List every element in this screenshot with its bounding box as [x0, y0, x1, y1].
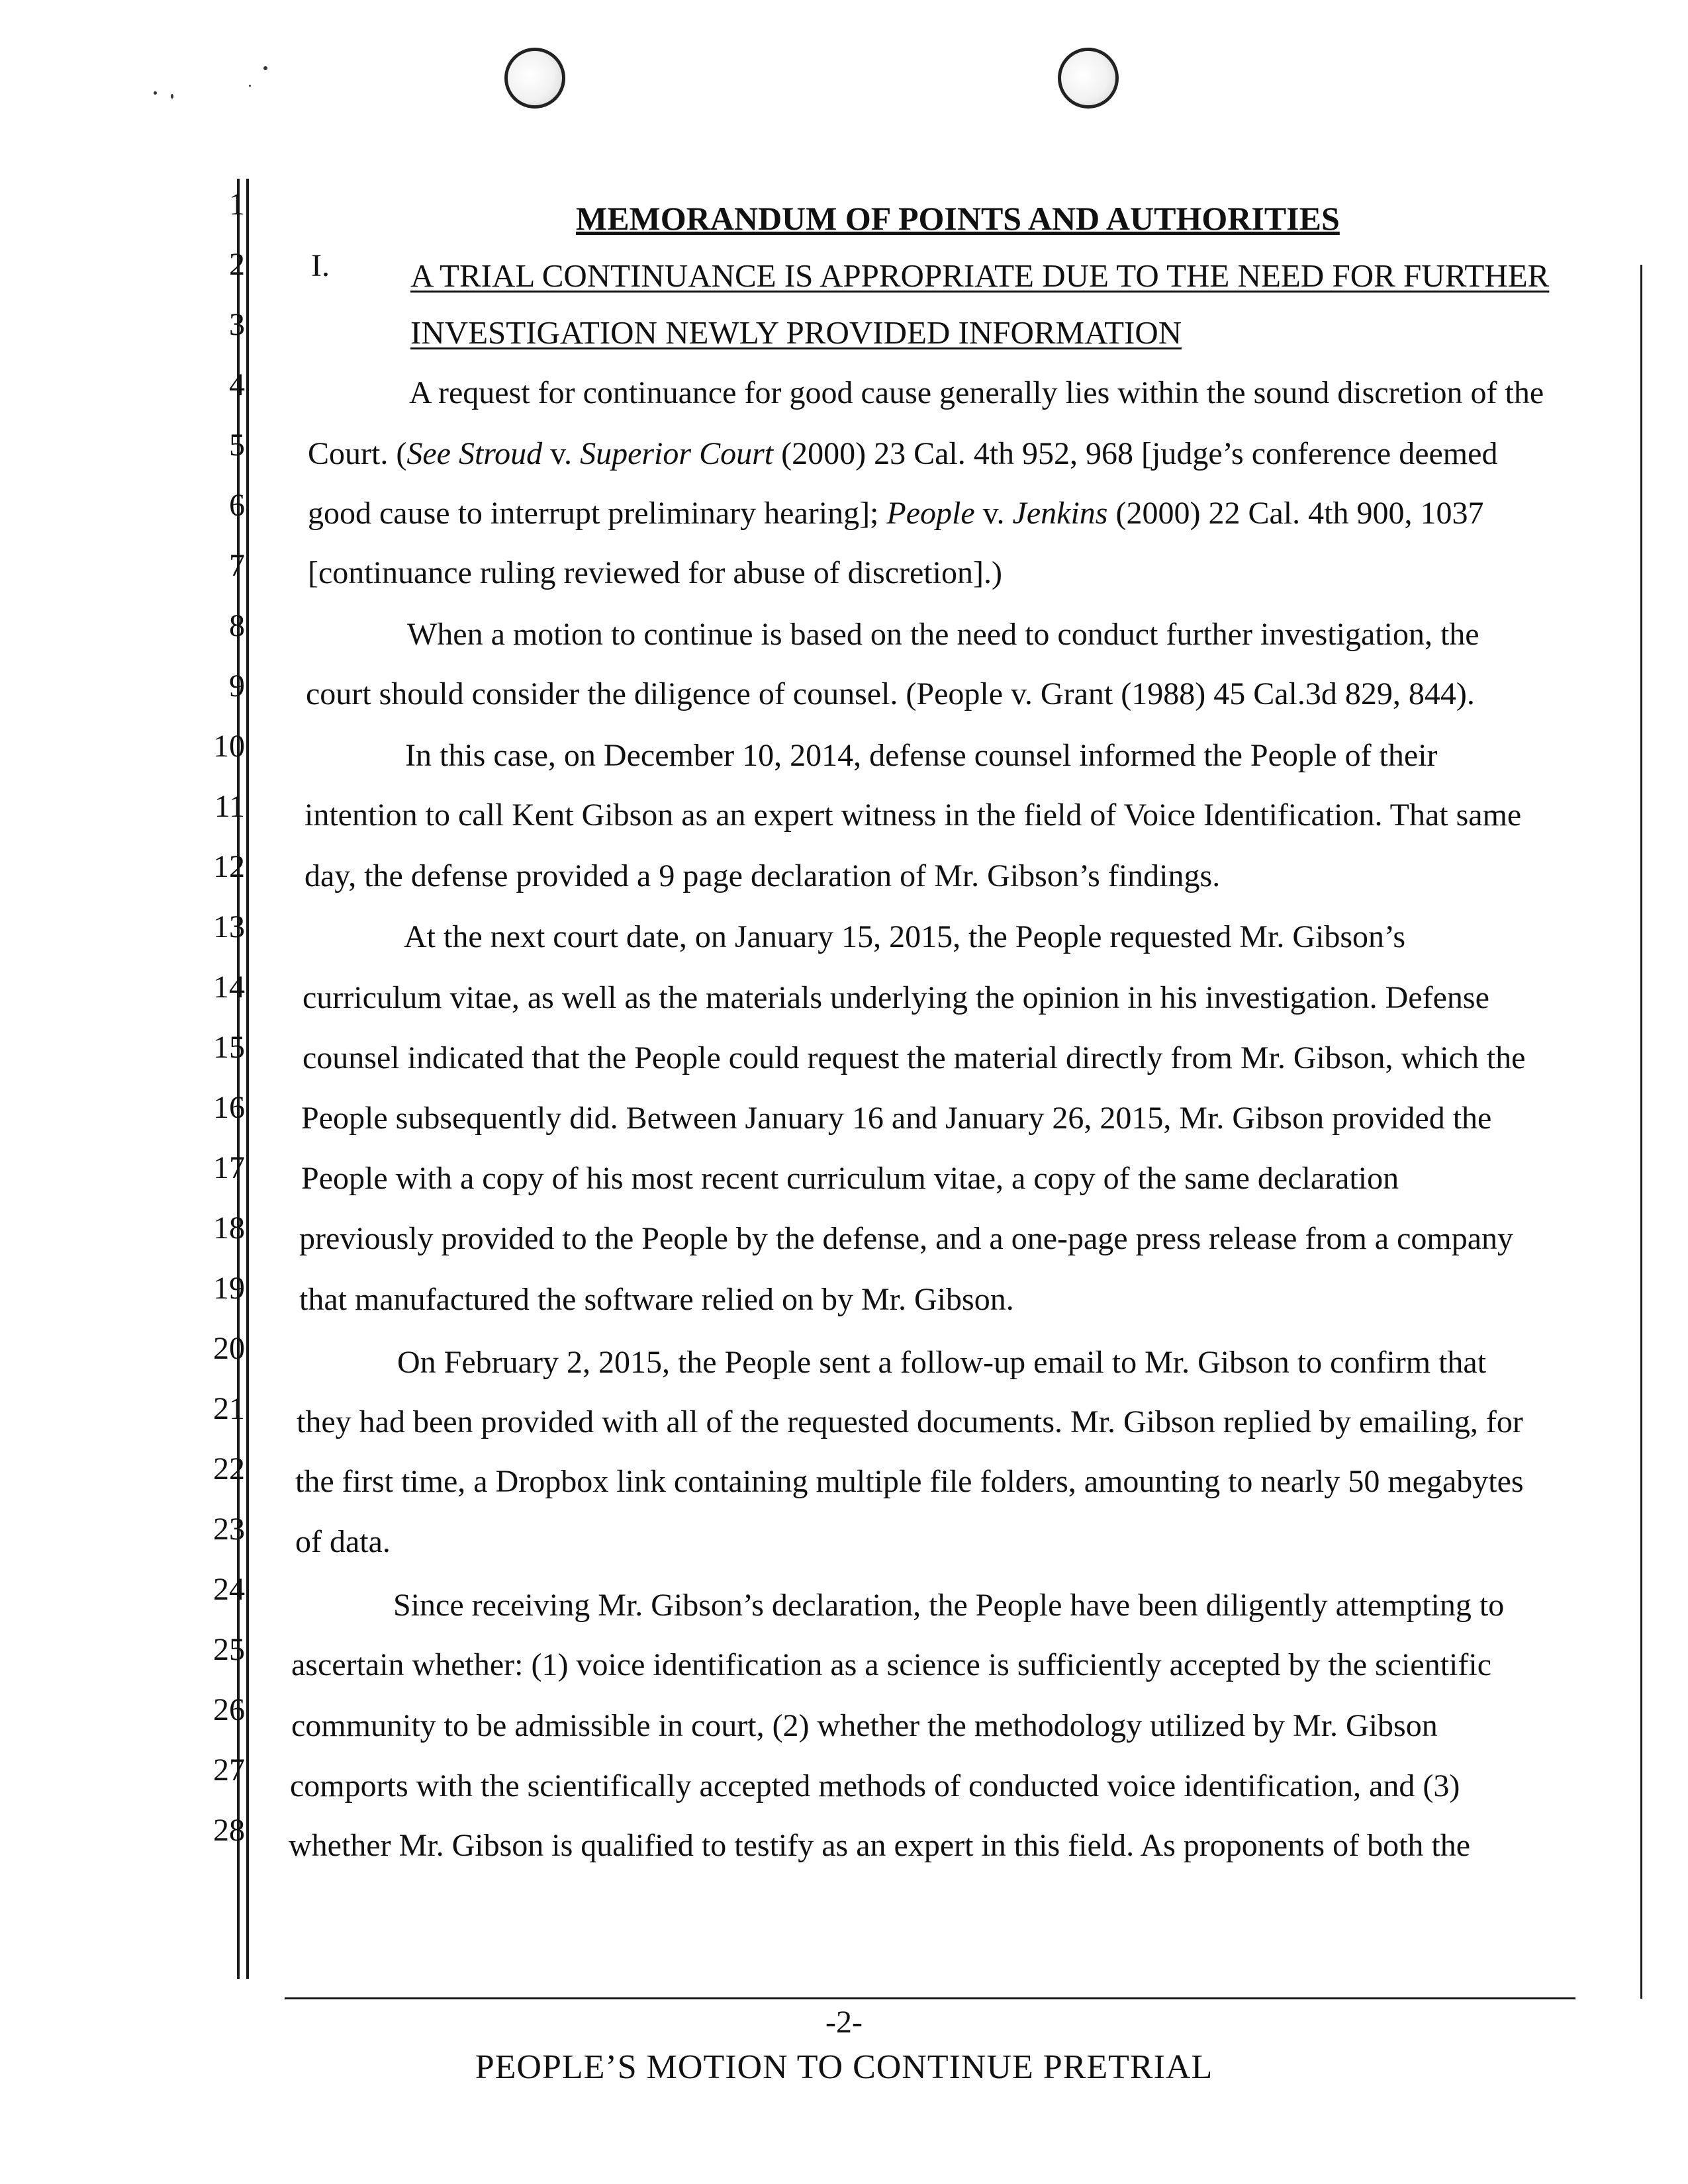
body-line-7: [continuance ruling reviewed for abuse of discretion].) [308, 555, 1002, 590]
line-number: 14 [213, 970, 245, 1005]
line-number: 2 [229, 247, 245, 282]
line-number: 24 [213, 1572, 245, 1607]
line-number: 3 [229, 307, 245, 342]
body-line-27: comports with the scientifically accepted methods of conducted voice identification, and (3) [290, 1768, 1460, 1803]
line-number: 21 [213, 1391, 245, 1426]
body-line-20: On February 2, 2015, the People sent a follow-up email to Mr. Gibson to confirm that [397, 1345, 1487, 1380]
line-number: 19 [213, 1271, 245, 1306]
line-number: 12 [213, 849, 245, 884]
body-line-22: the first time, a Dropbox link containing multiple file folders, amounting to nearly 50 megabytes [295, 1464, 1524, 1499]
body-line-19: that manufactured the software relied on by Mr. Gibson. [299, 1282, 1014, 1317]
punch-hole-right [1058, 48, 1119, 109]
line-number: 25 [213, 1632, 245, 1667]
body-line-4: A request for continuance for good cause generally lies within the sound discretion of the [409, 375, 1544, 410]
line-number: 23 [213, 1512, 245, 1547]
line-number: 22 [213, 1451, 245, 1486]
case-name-italic: People [886, 496, 975, 531]
case-name-italic: See Stroud [406, 436, 543, 471]
body-line-5 [308, 438, 1497, 470]
right-margin-rule [1640, 265, 1642, 1999]
body-text: (2000) 23 Cal. 4th 952, 968 [judge’s conference deemed [773, 436, 1498, 471]
line-number: 16 [213, 1090, 245, 1125]
scan-speck [171, 94, 173, 99]
line-number: 9 [229, 668, 245, 704]
body-line-11: intention to call Kent Gibson as an expert witness in the field of Voice Identification. That same [305, 797, 1522, 833]
body-line-9: court should consider the diligence of counsel. (People v. Grant (1988) 45 Cal.3d 829, 844). [306, 676, 1475, 711]
line-number: 15 [213, 1030, 245, 1065]
section-number: I. [311, 248, 330, 283]
case-name-italic: Superior Court [580, 436, 774, 471]
line-number: 28 [213, 1813, 245, 1848]
body-line-23: of data. [295, 1524, 391, 1559]
body-line-18: previously provided to the People by the defense, and a one-page press release from a company [299, 1221, 1514, 1256]
body-line-21: they had been provided with all of the requested documents. Mr. Gibson replied by emailing, for [297, 1404, 1523, 1439]
line-number: 27 [213, 1752, 245, 1788]
body-line-28: whether Mr. Gibson is qualified to testify as an expert in this field. As proponents of both the [289, 1828, 1471, 1863]
line-number: 6 [229, 488, 245, 523]
page-number: -2- [825, 2005, 863, 2040]
body-line-24: Since receiving Mr. Gibson’s declaration, the People have been diligently attempting to [393, 1588, 1505, 1623]
line-number: 7 [229, 548, 245, 583]
scan-speck [263, 66, 267, 70]
scan-speck [249, 85, 251, 87]
document-footer-title: PEOPLE’S MOTION TO CONTINUE PRETRIAL [475, 2048, 1213, 2086]
body-line-16: People subsequently did. Between January 16 and January 26, 2015, Mr. Gibson provided the [301, 1101, 1492, 1136]
line-number: 17 [213, 1150, 245, 1185]
body-line-14: curriculum vitae, as well as the materials underlying the opinion in his investigation. Defense [303, 980, 1489, 1015]
body-line-6 [308, 498, 1483, 529]
body-text: Court. ( [308, 436, 407, 471]
case-name-italic: Jenkins [1012, 496, 1108, 531]
body-line-8: When a motion to continue is based on the need to conduct further investigation, the [407, 617, 1479, 652]
line-number: 18 [213, 1210, 245, 1246]
body-line-15: counsel indicated that the People could request the material directly from Mr. Gibson, which the [303, 1040, 1526, 1075]
body-line-10: In this case, on December 10, 2014, defense counsel informed the People of their [405, 738, 1438, 773]
section-title-line-1: A TRIAL CONTINUANCE IS APPROPRIATE DUE TO THE NEED FOR FURTHER [410, 257, 1550, 294]
scan-speck [154, 91, 157, 95]
line-number: 13 [213, 909, 245, 944]
line-number: 5 [229, 428, 245, 463]
line-number: 26 [213, 1692, 245, 1727]
footer-rule [285, 1997, 1575, 1999]
line-number: 10 [213, 729, 245, 764]
body-text: (2000) 22 Cal. 4th 900, 1037 [1107, 496, 1484, 531]
line-number: 1 [229, 187, 245, 222]
left-margin-rule-inner [246, 179, 249, 1979]
body-line-12: day, the defense provided a 9 page declaration of Mr. Gibson’s findings. [305, 858, 1221, 893]
line-number: 8 [229, 608, 245, 643]
body-text: v. [974, 496, 1013, 531]
line-number: 11 [214, 789, 245, 824]
body-text: v. [542, 436, 581, 471]
body-line-26: community to be admissible in court, (2) whether the methodology utilized by Mr. Gibson [291, 1708, 1438, 1743]
body-line-13: At the next court date, on January 15, 2015, the People requested Mr. Gibson’s [404, 919, 1406, 954]
body-line-17: People with a copy of his most recent curriculum vitae, a copy of the same declaration [301, 1161, 1399, 1196]
body-line-25: ascertain whether: (1) voice identification as a science is sufficiently accepted by the scientific [291, 1647, 1492, 1682]
line-number: 20 [213, 1331, 245, 1366]
section-title-line-2: INVESTIGATION NEWLY PROVIDED INFORMATION [410, 314, 1182, 351]
memorandum-heading: MEMORANDUM OF POINTS AND AUTHORITIES [576, 200, 1340, 237]
punch-hole-left [504, 48, 565, 109]
line-number: 4 [229, 367, 245, 402]
body-text: good cause to interrupt preliminary hearing]; [308, 496, 887, 531]
